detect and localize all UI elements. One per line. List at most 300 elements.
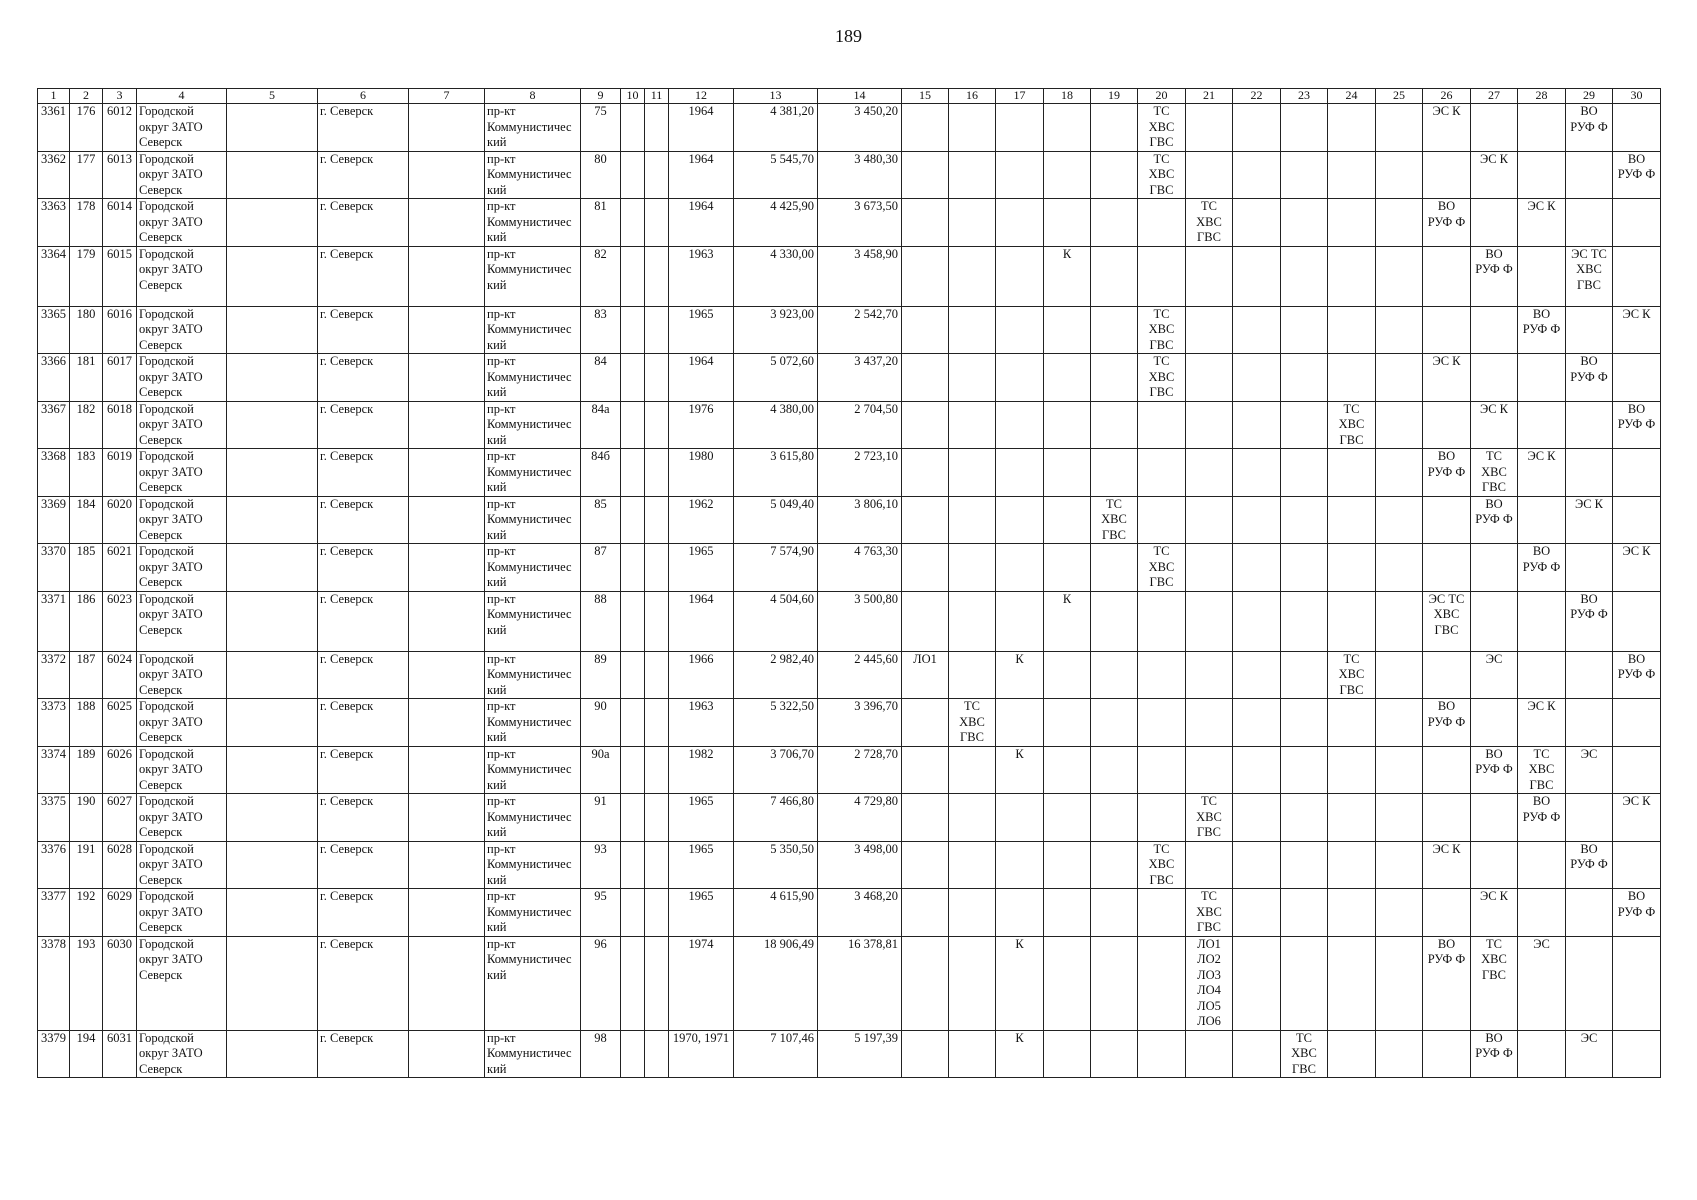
- cell-works-col-25: [1376, 746, 1423, 794]
- column-header-27: 27: [1471, 89, 1518, 104]
- cell-house: 80: [581, 151, 621, 199]
- cell-works-col-27: ЭС: [1471, 651, 1518, 699]
- cell-works-col-22: [1233, 794, 1281, 842]
- cell-empty: [409, 246, 485, 306]
- table-row: [38, 591, 1661, 651]
- column-header-9: 9: [581, 89, 621, 104]
- cell-works-col-20: [1138, 401, 1186, 449]
- column-header-7: 7: [409, 89, 485, 104]
- cell-works-col-18: [1044, 449, 1091, 497]
- cell-empty: [621, 591, 645, 651]
- cell-works-col-28: [1518, 496, 1566, 544]
- cell-municipality: Городской округ ЗАТО Северск: [137, 651, 227, 699]
- cell-works-col-20: [1138, 199, 1186, 247]
- cell-house: 88: [581, 591, 621, 651]
- cell-house: 95: [581, 889, 621, 937]
- cell-empty: [621, 651, 645, 699]
- cell-works-col-20: [1138, 591, 1186, 651]
- cell-id: 6012: [103, 104, 137, 152]
- cell-empty: [227, 151, 318, 199]
- cell-works-col-26: [1423, 496, 1471, 544]
- column-header-6: 6: [318, 89, 409, 104]
- cell-record-number: 3368: [38, 449, 70, 497]
- cell-municipality: Городской округ ЗАТО Северск: [137, 401, 227, 449]
- cell-works-col-29: ЭС ТС ХВС ГВС: [1566, 246, 1613, 306]
- header-row: [38, 89, 1661, 104]
- cell-record-number: 3361: [38, 104, 70, 152]
- cell-works-col-15: [902, 104, 949, 152]
- table-row: [38, 699, 1661, 747]
- cell-works-col-25: [1376, 306, 1423, 354]
- cell-id: 6031: [103, 1030, 137, 1078]
- column-header-23: 23: [1281, 89, 1328, 104]
- cell-works-col-25: [1376, 401, 1423, 449]
- cell-empty: [227, 104, 318, 152]
- cell-street: пр-кт Коммунистичес кий: [485, 104, 581, 152]
- cell-empty: [645, 544, 669, 592]
- cell-year: 1964: [669, 591, 734, 651]
- table-row: [38, 401, 1661, 449]
- cell-works-col-16: [949, 306, 996, 354]
- cell-works-col-19: [1091, 591, 1138, 651]
- cell-house: 90а: [581, 746, 621, 794]
- cell-works-col-16: [949, 651, 996, 699]
- cell-works-col-16: [949, 544, 996, 592]
- column-header-1: 1: [38, 89, 70, 104]
- cell-works-col-22: [1233, 699, 1281, 747]
- cell-works-col-30: ЭС К: [1613, 794, 1661, 842]
- cell-empty: [227, 449, 318, 497]
- cell-street: пр-кт Коммунистичес кий: [485, 544, 581, 592]
- cell-seq-number: 177: [70, 151, 103, 199]
- cell-year: 1970, 1971: [669, 1030, 734, 1078]
- cell-works-col-15: [902, 449, 949, 497]
- cell-works-col-19: [1091, 889, 1138, 937]
- cell-works-col-15: [902, 544, 949, 592]
- cell-works-col-17: К: [996, 1030, 1044, 1078]
- cell-works-col-17: [996, 591, 1044, 651]
- cell-seq-number: 186: [70, 591, 103, 651]
- cell-works-col-26: ЭС К: [1423, 104, 1471, 152]
- cell-works-col-21: [1186, 841, 1233, 889]
- cell-works-col-29: [1566, 199, 1613, 247]
- cell-works-col-17: [996, 841, 1044, 889]
- cell-municipality: Городской округ ЗАТО Северск: [137, 1030, 227, 1078]
- cell-city: г. Северск: [318, 841, 409, 889]
- cell-works-col-15: [902, 354, 949, 402]
- cell-works-col-17: [996, 496, 1044, 544]
- column-header-24: 24: [1328, 89, 1376, 104]
- cell-municipality: Городской округ ЗАТО Северск: [137, 246, 227, 306]
- cell-works-col-26: ВО РУФ Ф: [1423, 449, 1471, 497]
- cell-living-area: 3 498,00: [818, 841, 902, 889]
- cell-empty: [621, 104, 645, 152]
- cell-empty: [645, 449, 669, 497]
- cell-street: пр-кт Коммунистичес кий: [485, 246, 581, 306]
- cell-works-col-16: [949, 841, 996, 889]
- cell-works-col-20: [1138, 449, 1186, 497]
- cell-works-col-27: [1471, 841, 1518, 889]
- cell-municipality: Городской округ ЗАТО Северск: [137, 936, 227, 1030]
- cell-works-col-24: [1328, 544, 1376, 592]
- cell-house: 81: [581, 199, 621, 247]
- cell-city: г. Северск: [318, 699, 409, 747]
- cell-works-col-23: [1281, 889, 1328, 937]
- cell-empty: [621, 794, 645, 842]
- cell-works-col-30: ВО РУФ Ф: [1613, 889, 1661, 937]
- table-row: [38, 199, 1661, 247]
- cell-seq-number: 184: [70, 496, 103, 544]
- cell-works-col-16: ТС ХВС ГВС: [949, 699, 996, 747]
- cell-living-area: 2 704,50: [818, 401, 902, 449]
- cell-living-area: 4 763,30: [818, 544, 902, 592]
- cell-street: пр-кт Коммунистичес кий: [485, 746, 581, 794]
- cell-record-number: 3367: [38, 401, 70, 449]
- table-row: [38, 889, 1661, 937]
- cell-living-area: 3 673,50: [818, 199, 902, 247]
- cell-year: 1965: [669, 794, 734, 842]
- cell-street: пр-кт Коммунистичес кий: [485, 449, 581, 497]
- cell-total-area: 7 466,80: [734, 794, 818, 842]
- cell-works-col-30: [1613, 354, 1661, 402]
- cell-house: 75: [581, 104, 621, 152]
- cell-empty: [409, 889, 485, 937]
- cell-total-area: 3 615,80: [734, 449, 818, 497]
- cell-works-col-15: [902, 246, 949, 306]
- cell-id: 6020: [103, 496, 137, 544]
- cell-works-col-29: [1566, 151, 1613, 199]
- cell-record-number: 3374: [38, 746, 70, 794]
- cell-works-col-18: [1044, 151, 1091, 199]
- cell-works-col-16: [949, 1030, 996, 1078]
- cell-works-col-15: [902, 1030, 949, 1078]
- cell-living-area: 3 450,20: [818, 104, 902, 152]
- cell-works-col-27: ЭС К: [1471, 401, 1518, 449]
- cell-record-number: 3372: [38, 651, 70, 699]
- cell-id: 6018: [103, 401, 137, 449]
- cell-city: г. Северск: [318, 746, 409, 794]
- cell-record-number: 3369: [38, 496, 70, 544]
- cell-works-col-23: [1281, 449, 1328, 497]
- cell-city: г. Северск: [318, 794, 409, 842]
- column-header-17: 17: [996, 89, 1044, 104]
- cell-total-area: 5 049,40: [734, 496, 818, 544]
- cell-empty: [409, 104, 485, 152]
- cell-seq-number: 194: [70, 1030, 103, 1078]
- cell-works-col-27: ВО РУФ Ф: [1471, 496, 1518, 544]
- cell-works-col-16: [949, 591, 996, 651]
- cell-house: 93: [581, 841, 621, 889]
- column-header-20: 20: [1138, 89, 1186, 104]
- cell-house: 82: [581, 246, 621, 306]
- cell-works-col-28: ЭС К: [1518, 699, 1566, 747]
- cell-works-col-28: [1518, 104, 1566, 152]
- cell-works-col-24: [1328, 496, 1376, 544]
- column-header-2: 2: [70, 89, 103, 104]
- cell-works-col-19: ТС ХВС ГВС: [1091, 496, 1138, 544]
- cell-record-number: 3366: [38, 354, 70, 402]
- cell-works-col-18: [1044, 544, 1091, 592]
- cell-street: пр-кт Коммунистичес кий: [485, 794, 581, 842]
- cell-house: 91: [581, 794, 621, 842]
- cell-empty: [227, 544, 318, 592]
- cell-street: пр-кт Коммунистичес кий: [485, 354, 581, 402]
- cell-empty: [227, 306, 318, 354]
- cell-city: г. Северск: [318, 889, 409, 937]
- cell-empty: [645, 199, 669, 247]
- column-header-8: 8: [485, 89, 581, 104]
- cell-works-col-26: ВО РУФ Ф: [1423, 199, 1471, 247]
- cell-year: 1965: [669, 306, 734, 354]
- cell-total-area: 4 381,20: [734, 104, 818, 152]
- cell-empty: [409, 794, 485, 842]
- cell-works-col-29: ВО РУФ Ф: [1566, 104, 1613, 152]
- cell-works-col-20: [1138, 246, 1186, 306]
- cell-works-col-24: ТС ХВС ГВС: [1328, 651, 1376, 699]
- cell-record-number: 3373: [38, 699, 70, 747]
- cell-works-col-22: [1233, 746, 1281, 794]
- cell-year: 1964: [669, 151, 734, 199]
- cell-works-col-23: [1281, 591, 1328, 651]
- cell-works-col-26: [1423, 151, 1471, 199]
- table-row: [38, 1030, 1661, 1078]
- cell-works-col-18: [1044, 401, 1091, 449]
- cell-works-col-18: [1044, 889, 1091, 937]
- cell-works-col-19: [1091, 699, 1138, 747]
- cell-living-area: 3 468,20: [818, 889, 902, 937]
- cell-municipality: Городской округ ЗАТО Северск: [137, 699, 227, 747]
- cell-living-area: 3 500,80: [818, 591, 902, 651]
- cell-empty: [645, 354, 669, 402]
- cell-works-col-28: ЭС: [1518, 936, 1566, 1030]
- cell-works-col-25: [1376, 651, 1423, 699]
- cell-works-col-28: [1518, 591, 1566, 651]
- cell-total-area: 18 906,49: [734, 936, 818, 1030]
- column-header-29: 29: [1566, 89, 1613, 104]
- page-number: 189: [835, 26, 862, 46]
- cell-works-col-29: [1566, 401, 1613, 449]
- cell-works-col-15: [902, 306, 949, 354]
- cell-house: 83: [581, 306, 621, 354]
- cell-seq-number: 192: [70, 889, 103, 937]
- cell-municipality: Городской округ ЗАТО Северск: [137, 746, 227, 794]
- cell-works-col-21: [1186, 449, 1233, 497]
- cell-works-col-29: [1566, 651, 1613, 699]
- cell-empty: [645, 794, 669, 842]
- cell-empty: [645, 151, 669, 199]
- cell-street: пр-кт Коммунистичес кий: [485, 496, 581, 544]
- cell-works-col-19: [1091, 246, 1138, 306]
- cell-works-col-15: [902, 889, 949, 937]
- cell-street: пр-кт Коммунистичес кий: [485, 591, 581, 651]
- cell-id: 6026: [103, 746, 137, 794]
- cell-year: 1965: [669, 841, 734, 889]
- cell-works-col-21: [1186, 496, 1233, 544]
- cell-works-col-16: [949, 199, 996, 247]
- cell-works-col-29: ВО РУФ Ф: [1566, 841, 1613, 889]
- cell-works-col-27: ЭС К: [1471, 889, 1518, 937]
- cell-works-col-23: [1281, 651, 1328, 699]
- cell-empty: [227, 354, 318, 402]
- cell-record-number: 3377: [38, 889, 70, 937]
- cell-works-col-27: [1471, 699, 1518, 747]
- cell-street: пр-кт Коммунистичес кий: [485, 841, 581, 889]
- cell-id: 6016: [103, 306, 137, 354]
- cell-works-col-19: [1091, 306, 1138, 354]
- cell-works-col-25: [1376, 794, 1423, 842]
- cell-works-col-24: [1328, 306, 1376, 354]
- cell-works-col-23: [1281, 544, 1328, 592]
- cell-house: 90: [581, 699, 621, 747]
- cell-works-col-17: [996, 794, 1044, 842]
- cell-works-col-16: [949, 889, 996, 937]
- cell-living-area: 3 458,90: [818, 246, 902, 306]
- cell-street: пр-кт Коммунистичес кий: [485, 651, 581, 699]
- cell-works-col-23: [1281, 496, 1328, 544]
- cell-year: 1965: [669, 889, 734, 937]
- cell-empty: [621, 699, 645, 747]
- cell-works-col-30: ВО РУФ Ф: [1613, 401, 1661, 449]
- cell-empty: [621, 889, 645, 937]
- cell-works-col-24: [1328, 794, 1376, 842]
- cell-works-col-17: [996, 306, 1044, 354]
- cell-empty: [227, 1030, 318, 1078]
- cell-works-col-20: ТС ХВС ГВС: [1138, 104, 1186, 152]
- cell-works-col-19: [1091, 841, 1138, 889]
- cell-house: 98: [581, 1030, 621, 1078]
- cell-empty: [645, 889, 669, 937]
- table-row: [38, 544, 1661, 592]
- cell-id: 6024: [103, 651, 137, 699]
- column-header-30: 30: [1613, 89, 1661, 104]
- cell-record-number: 3363: [38, 199, 70, 247]
- cell-works-col-20: [1138, 1030, 1186, 1078]
- cell-works-col-18: [1044, 841, 1091, 889]
- register-table: [37, 88, 1661, 1078]
- cell-empty: [621, 354, 645, 402]
- cell-municipality: Городской округ ЗАТО Северск: [137, 591, 227, 651]
- cell-works-col-29: [1566, 794, 1613, 842]
- cell-municipality: Городской округ ЗАТО Северск: [137, 794, 227, 842]
- cell-city: г. Северск: [318, 591, 409, 651]
- cell-works-col-23: ТС ХВС ГВС: [1281, 1030, 1328, 1078]
- cell-works-col-17: [996, 544, 1044, 592]
- cell-works-col-27: ВО РУФ Ф: [1471, 746, 1518, 794]
- cell-works-col-30: ВО РУФ Ф: [1613, 151, 1661, 199]
- cell-city: г. Северск: [318, 246, 409, 306]
- cell-works-col-18: [1044, 651, 1091, 699]
- cell-empty: [645, 746, 669, 794]
- cell-municipality: Городской округ ЗАТО Северск: [137, 889, 227, 937]
- cell-empty: [227, 401, 318, 449]
- cell-total-area: 4 380,00: [734, 401, 818, 449]
- cell-works-col-24: [1328, 746, 1376, 794]
- cell-works-col-15: [902, 746, 949, 794]
- cell-works-col-26: [1423, 246, 1471, 306]
- cell-works-col-22: [1233, 496, 1281, 544]
- cell-works-col-23: [1281, 246, 1328, 306]
- cell-works-col-27: [1471, 591, 1518, 651]
- cell-works-col-28: [1518, 651, 1566, 699]
- cell-empty: [409, 699, 485, 747]
- cell-empty: [409, 651, 485, 699]
- cell-works-col-22: [1233, 306, 1281, 354]
- cell-empty: [621, 306, 645, 354]
- cell-empty: [409, 936, 485, 1030]
- cell-total-area: 2 982,40: [734, 651, 818, 699]
- cell-works-col-20: ТС ХВС ГВС: [1138, 306, 1186, 354]
- cell-works-col-28: ВО РУФ Ф: [1518, 794, 1566, 842]
- cell-municipality: Городской округ ЗАТО Северск: [137, 449, 227, 497]
- cell-works-col-17: К: [996, 746, 1044, 794]
- cell-works-col-24: [1328, 889, 1376, 937]
- cell-municipality: Городской округ ЗАТО Северск: [137, 151, 227, 199]
- cell-empty: [621, 544, 645, 592]
- cell-works-col-24: [1328, 699, 1376, 747]
- cell-works-col-25: [1376, 591, 1423, 651]
- cell-works-col-20: [1138, 794, 1186, 842]
- cell-works-col-25: [1376, 544, 1423, 592]
- column-header-3: 3: [103, 89, 137, 104]
- cell-works-col-23: [1281, 401, 1328, 449]
- cell-works-col-27: ЭС К: [1471, 151, 1518, 199]
- cell-works-col-30: [1613, 496, 1661, 544]
- cell-works-col-25: [1376, 199, 1423, 247]
- cell-empty: [645, 496, 669, 544]
- cell-works-col-24: [1328, 449, 1376, 497]
- cell-municipality: Городской округ ЗАТО Северск: [137, 199, 227, 247]
- cell-works-col-27: [1471, 354, 1518, 402]
- column-header-19: 19: [1091, 89, 1138, 104]
- cell-total-area: 5 350,50: [734, 841, 818, 889]
- cell-street: пр-кт Коммунистичес кий: [485, 401, 581, 449]
- cell-municipality: Городской округ ЗАТО Северск: [137, 104, 227, 152]
- cell-works-col-30: [1613, 936, 1661, 1030]
- cell-empty: [409, 841, 485, 889]
- cell-id: 6030: [103, 936, 137, 1030]
- cell-works-col-15: [902, 936, 949, 1030]
- table-body: [38, 104, 1661, 1078]
- cell-street: пр-кт Коммунистичес кий: [485, 151, 581, 199]
- cell-living-area: 5 197,39: [818, 1030, 902, 1078]
- cell-works-col-26: [1423, 544, 1471, 592]
- cell-city: г. Северск: [318, 306, 409, 354]
- cell-works-col-29: ЭС К: [1566, 496, 1613, 544]
- cell-year: 1962: [669, 496, 734, 544]
- cell-works-col-20: [1138, 746, 1186, 794]
- cell-works-col-17: [996, 889, 1044, 937]
- cell-city: г. Северск: [318, 544, 409, 592]
- cell-record-number: 3379: [38, 1030, 70, 1078]
- cell-works-col-30: [1613, 449, 1661, 497]
- cell-seq-number: 179: [70, 246, 103, 306]
- cell-works-col-27: [1471, 306, 1518, 354]
- cell-works-col-15: [902, 199, 949, 247]
- cell-works-col-17: [996, 401, 1044, 449]
- cell-works-col-24: [1328, 354, 1376, 402]
- cell-city: г. Северск: [318, 936, 409, 1030]
- cell-year: 1974: [669, 936, 734, 1030]
- cell-works-col-21: [1186, 401, 1233, 449]
- cell-works-col-28: ЭС К: [1518, 449, 1566, 497]
- cell-year: 1980: [669, 449, 734, 497]
- cell-living-area: 3 396,70: [818, 699, 902, 747]
- cell-works-col-19: [1091, 449, 1138, 497]
- cell-works-col-25: [1376, 354, 1423, 402]
- cell-works-col-19: [1091, 151, 1138, 199]
- cell-seq-number: 176: [70, 104, 103, 152]
- cell-works-col-18: [1044, 794, 1091, 842]
